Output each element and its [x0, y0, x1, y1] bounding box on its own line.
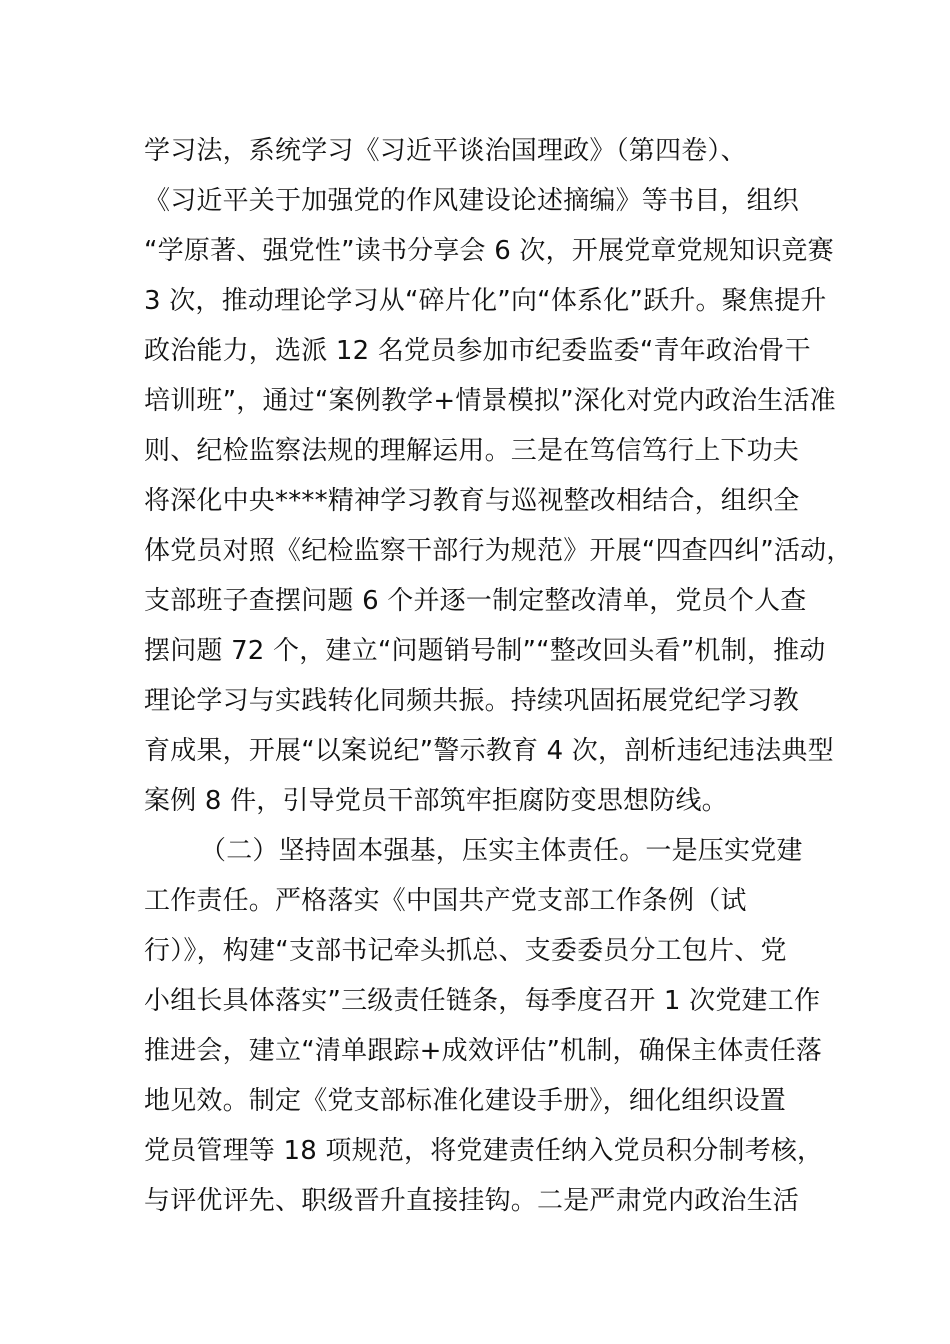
- text-line: 支部班子查摆问题 6 个并逐一制定整改清单，党员个人查: [144, 586, 807, 616]
- text-line: 3 次，推动理论学习从“碎片化”向“体系化”跃升。聚焦提升: [144, 286, 827, 316]
- text-line: 理论学习与实践转化同频共振。持续巩固拓展党纪学习教: [144, 686, 800, 716]
- text-line: 与评优评先、职级晋升直接挂钩。二是严肃党内政治生活: [144, 1186, 800, 1216]
- text-line: 推进会，建立“清单跟踪+成效评估”机制，确保主体责任落: [144, 1036, 823, 1066]
- text-line: 培训班”，通过“案例教学+情景模拟”深化对党内政治生活准: [144, 386, 836, 416]
- text-line: 行）》，构建“支部书记牵头抓总、支委委员分工包片、党: [144, 936, 787, 966]
- text-line: 育成果，开展“以案说纪”警示教育 4 次，剖析违纪违法典型: [144, 736, 834, 766]
- text-line: “学原著、强党性”读书分享会 6 次，开展党章党规知识竞赛: [144, 236, 834, 266]
- body-text: [144, 126, 853, 1226]
- text-line: 摆问题 72 个，建立“问题销号制”“整改回头看”机制，推动: [144, 636, 826, 666]
- text-line: 地见效。制定《党支部标准化建设手册》，细化组织设置: [144, 1086, 787, 1116]
- text-line: 政治能力，选派 12 名党员参加市纪委监委“青年政治骨干: [144, 336, 811, 366]
- text-line: 案例 8 件，引导党员干部筑牢拒腐防变思想防线。: [144, 786, 728, 816]
- text-line: 《习近平关于加强党的作风建设论述摘编》等书目，组织: [144, 186, 800, 216]
- text-line: 小组长具体落实”三级责任链条，每季度召开 1 次党建工作: [144, 986, 821, 1016]
- text-line: 党员管理等 18 项规范，将党建责任纳入党员积分制考核，: [144, 1136, 824, 1166]
- text-line: 将深化中央****精神学习教育与巡视整改相结合，组织全: [144, 486, 800, 516]
- text-line: 工作责任。严格落实《中国共产党支部工作条例（试: [144, 886, 747, 916]
- text-line: 则、纪检监察法规的理解运用。三是在笃信笃行上下功夫: [144, 436, 800, 466]
- text-line: 体党员对照《纪检监察干部行为规范》开展“四查四纠”活动，: [144, 536, 853, 566]
- section-heading-line: （二）坚持固本强基，压实主体责任。一是压实党建: [200, 836, 803, 866]
- text-line: 学习法，系统学习《习近平谈治国理政》（第四卷）、: [144, 136, 747, 166]
